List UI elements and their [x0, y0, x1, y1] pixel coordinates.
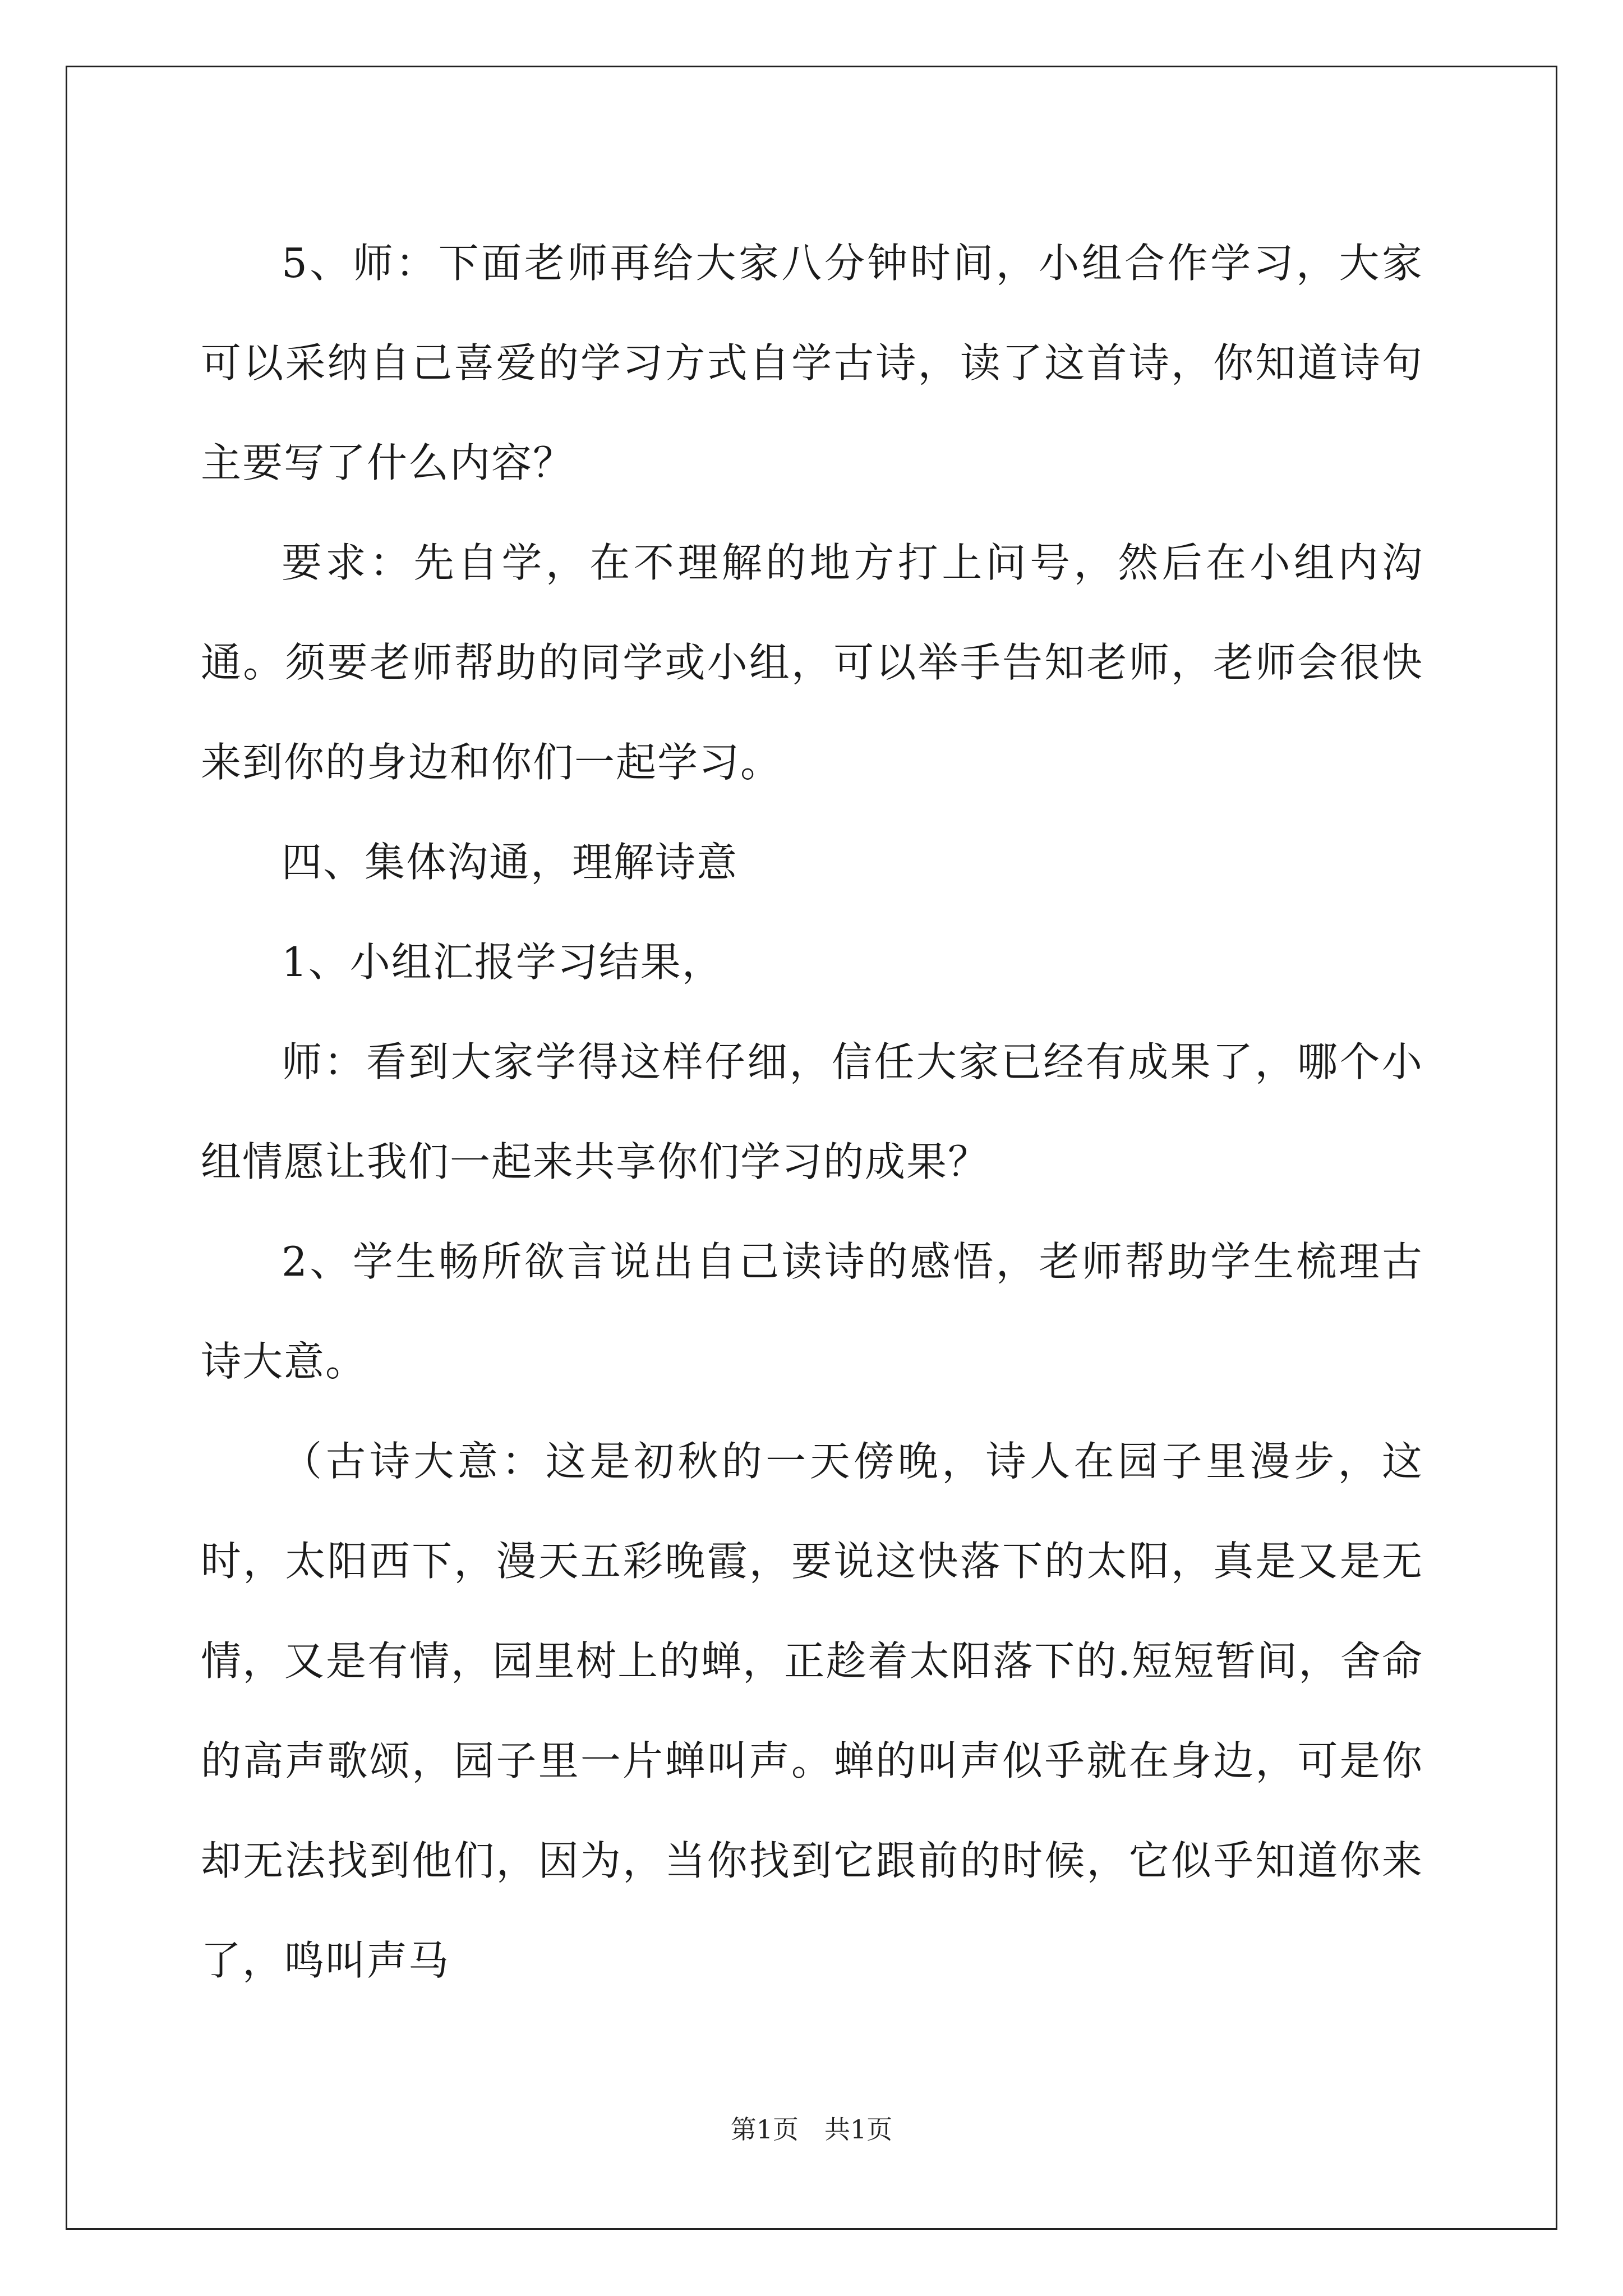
paragraph-3: 四、集体沟通，理解诗意 — [282, 839, 739, 886]
page-footer — [0, 2109, 1623, 2146]
page-number-label: 第1页 共1页 — [730, 2114, 893, 2145]
paragraph-1: 5、师：下面老师再给大家八分钟时间，小组合作学习，大家可以采纳自己喜爱的学习方式自学古诗，读了这首诗，你知道诗句主要写了什么内容？ — [201, 240, 1423, 486]
paragraph-2: 要求：先自学，在不理解的地方打上问号，然后在小组内沟通。须要老师帮助的同学或小组，可以举手告知老师，老师会很快来到你的身边和你们一起学习。 — [201, 539, 1423, 786]
paragraph-5: 师：看到大家学得这样仔细，信任大家已经有成果了，哪个小组情愿让我们一起来共享你们学习的成果？ — [201, 1038, 1423, 1185]
paragraph-6: 2、学生畅所欲言说出自己读诗的感悟，老师帮助学生梳理古诗大意。 — [201, 1238, 1423, 1385]
paragraph-7: （古诗大意：这是初秋的一天傍晚，诗人在园子里漫步，这时，太阳西下，漫天五彩晚霞，要说这快落下的太阳，真是又是无情，又是有情，园里树上的蝉，正趁着太阳落下的.短短暂间，舍命的高声歌颂，园子里一片蝉叫声。蝉的叫声似乎就在身边，可是你却无法找到他们，因为，当你找到它跟前的时候，它似乎知道你来了，鸣叫声马 — [201, 1438, 1423, 1984]
paragraph-4: 1、小组汇报学习结果， — [282, 938, 723, 986]
document-body — [201, 213, 1423, 2010]
